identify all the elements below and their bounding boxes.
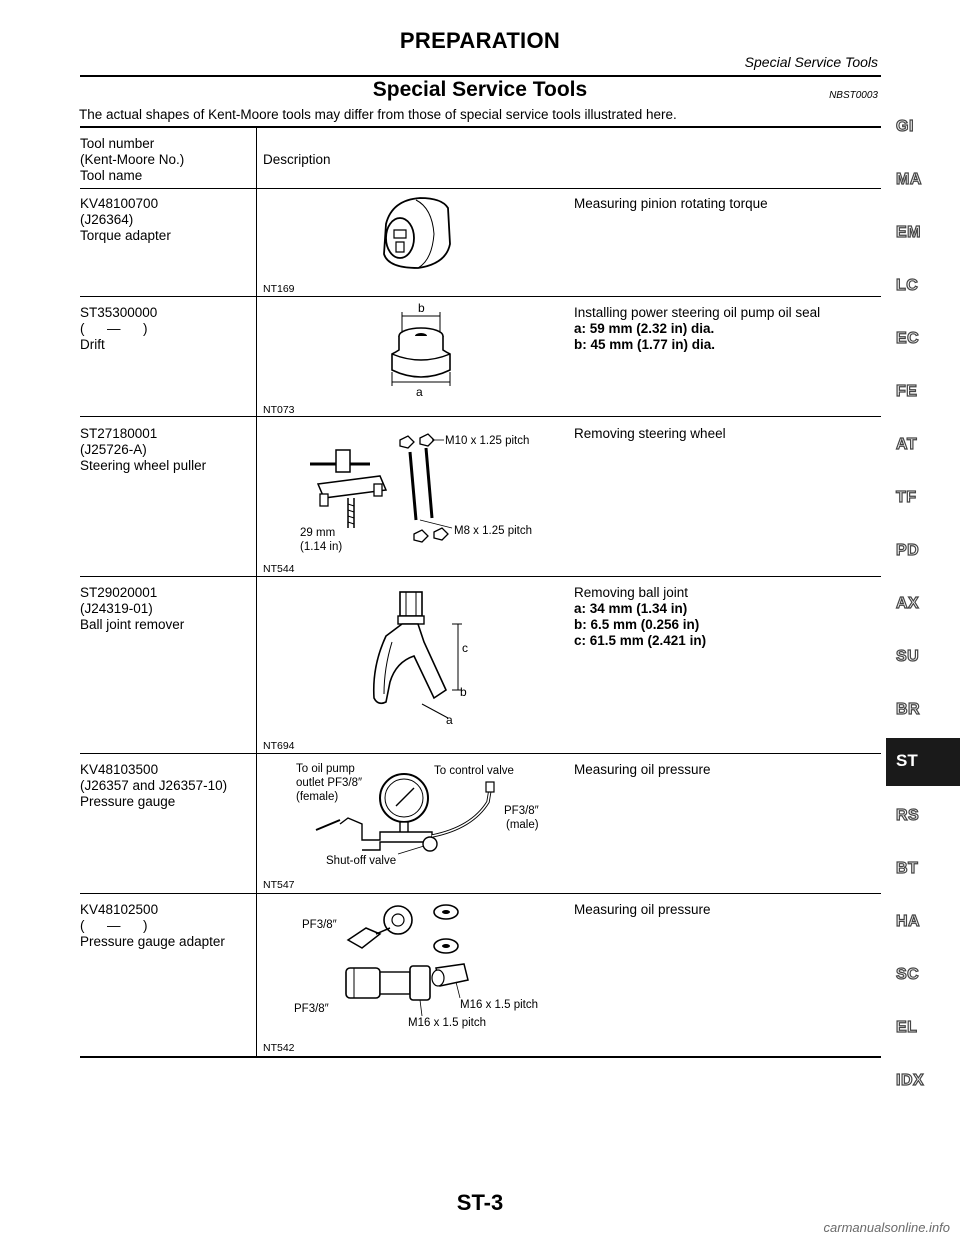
section-tab-su[interactable]: SU <box>896 648 920 665</box>
tool-name: Steering wheel puller <box>80 458 207 473</box>
watermark-text: carmanualsonline.info <box>823 1220 950 1235</box>
description-line: a: 59 mm (2.32 in) dia. <box>574 321 715 336</box>
description-line: Installing power steering oil pump oil seal <box>574 305 821 320</box>
tool-number: KV48102500 <box>80 902 159 917</box>
tool-description <box>574 762 711 778</box>
page-number: ST-3 <box>456 1190 504 1215</box>
description-line: b: 45 mm (1.77 in) dia. <box>574 337 716 352</box>
figure-label: b <box>460 685 467 699</box>
kent-moore-number: (J24319-01) <box>80 601 153 616</box>
section-code: NBST0003 <box>829 90 878 101</box>
section-tab-at[interactable]: AT <box>896 436 918 453</box>
table-row-rule <box>80 296 881 297</box>
document-header-title: PREPARATION <box>399 28 561 53</box>
tool-description <box>574 196 768 212</box>
section-tab-pd[interactable]: PD <box>896 542 920 559</box>
figure-label: 29 mm <box>300 527 336 539</box>
figure-label: To control valve <box>434 765 514 777</box>
section-title: Special Service Tools <box>372 78 588 101</box>
section-tab-bt[interactable]: BT <box>896 860 919 877</box>
figure-label: c <box>462 641 468 655</box>
section-tab-fe[interactable]: FE <box>896 383 918 400</box>
figure-caption: NT694 <box>263 740 295 752</box>
section-tab-gi[interactable]: GI <box>896 118 914 135</box>
tool-name: Torque adapter <box>80 228 171 243</box>
header-line: Tool name <box>80 168 143 183</box>
table-row-rule <box>80 576 881 577</box>
table-header-col2: Description <box>263 152 331 167</box>
kent-moore-number: ( — ) <box>80 321 148 336</box>
tool-description <box>574 585 706 649</box>
tool-description <box>574 902 711 918</box>
table-top-rule <box>80 126 881 128</box>
section-tab-ma[interactable]: MA <box>896 171 922 188</box>
section-tab-el[interactable]: EL <box>896 1019 918 1036</box>
figure-caption: NT542 <box>263 1042 295 1054</box>
steering-wheel-puller-illustration <box>290 424 550 558</box>
figure-label: a <box>416 385 423 399</box>
figure-label: PF3/8″ <box>302 919 337 931</box>
table-row-rule <box>80 753 881 754</box>
tool-number: KV48100700 <box>80 196 159 211</box>
table-row-rule <box>80 416 881 417</box>
figure-label: M10 x 1.25 pitch <box>445 435 530 447</box>
description-line: b: 6.5 mm (0.256 in) <box>574 617 700 632</box>
tool-number: KV48103500 <box>80 762 159 777</box>
section-tab-idx[interactable]: IDX <box>896 1072 925 1089</box>
section-tab-ec[interactable]: EC <box>896 330 920 347</box>
intro-text: The actual shapes of Kent-Moore tools may differ from those of special service tools illustrated here. <box>79 107 677 122</box>
drift-illustration <box>382 302 472 400</box>
figure-label: PF3/8″ <box>504 805 539 817</box>
section-tab-rs[interactable]: RS <box>896 807 920 824</box>
figure-label: M16 x 1.5 pitch <box>460 999 538 1011</box>
section-tab-em[interactable]: EM <box>896 224 921 241</box>
figure-label: To oil pump <box>296 763 355 775</box>
figure-label: PF3/8″ <box>294 1003 329 1015</box>
table-bottom-rule <box>80 1056 881 1058</box>
tool-name: Pressure gauge <box>80 794 176 809</box>
ball-joint-remover-illustration <box>362 586 482 730</box>
description-line: Measuring oil pressure <box>574 762 711 777</box>
table-header-rule <box>80 188 881 189</box>
figure-caption: NT544 <box>263 563 295 575</box>
figure-label: outlet PF3/8″ <box>296 777 363 789</box>
header-line: (Kent-Moore No.) <box>80 152 185 167</box>
kent-moore-number: ( — ) <box>80 918 148 933</box>
section-tab-sc[interactable]: SC <box>896 966 920 983</box>
pressure-gauge-illustration <box>292 758 552 874</box>
kent-moore-number: (J26364) <box>80 212 134 227</box>
description-line: Measuring pinion rotating torque <box>574 196 768 211</box>
tool-description <box>574 305 820 353</box>
kent-moore-number: (J25726-A) <box>80 442 147 457</box>
torque-adapter-illustration <box>372 194 462 274</box>
tool-number: ST35300000 <box>80 305 158 320</box>
figure-caption: NT547 <box>263 879 295 891</box>
pressure-gauge-adapter-illustration <box>290 898 560 1036</box>
figure-label: (1.14 in) <box>300 541 343 553</box>
description-line: Removing ball joint <box>574 585 689 600</box>
tool-number: ST27180001 <box>80 426 158 441</box>
figure-label: b <box>418 302 425 315</box>
section-tab-ax[interactable]: AX <box>896 595 920 612</box>
figure-caption: NT169 <box>263 283 295 295</box>
section-tab-st-label[interactable]: ST <box>896 751 918 770</box>
header-rule <box>80 75 881 77</box>
figure-label: a <box>446 713 453 727</box>
kent-moore-number: (J26357 and J26357-10) <box>80 778 228 793</box>
header-line: Tool number <box>80 136 155 151</box>
figure-label: Shut-off valve <box>326 855 397 867</box>
tool-name: Ball joint remover <box>80 617 185 632</box>
table-column-rule <box>256 127 257 1057</box>
section-tab-ha[interactable]: HA <box>896 913 921 930</box>
description-line: Measuring oil pressure <box>574 902 711 917</box>
figure-caption: NT073 <box>263 404 295 416</box>
section-tab-tf[interactable]: TF <box>896 489 917 506</box>
figure-label: M16 x 1.5 pitch <box>408 1017 486 1029</box>
description-line: Removing steering wheel <box>574 426 726 441</box>
description-line: a: 34 mm (1.34 in) <box>574 601 688 616</box>
tool-number: ST29020001 <box>80 585 158 600</box>
section-tab-br[interactable]: BR <box>896 701 921 718</box>
tool-name: Drift <box>80 337 105 352</box>
description-line: c: 61.5 mm (2.421 in) <box>574 633 707 648</box>
tool-name: Pressure gauge adapter <box>80 934 225 949</box>
tool-description <box>574 426 726 442</box>
section-tab-lc[interactable]: LC <box>896 277 919 294</box>
table-row-rule <box>80 893 881 894</box>
document-header-subtitle: Special Service Tools <box>744 54 878 70</box>
figure-label: (female) <box>296 791 339 803</box>
figure-label: M8 x 1.25 pitch <box>454 525 532 537</box>
figure-label: (male) <box>506 819 539 831</box>
